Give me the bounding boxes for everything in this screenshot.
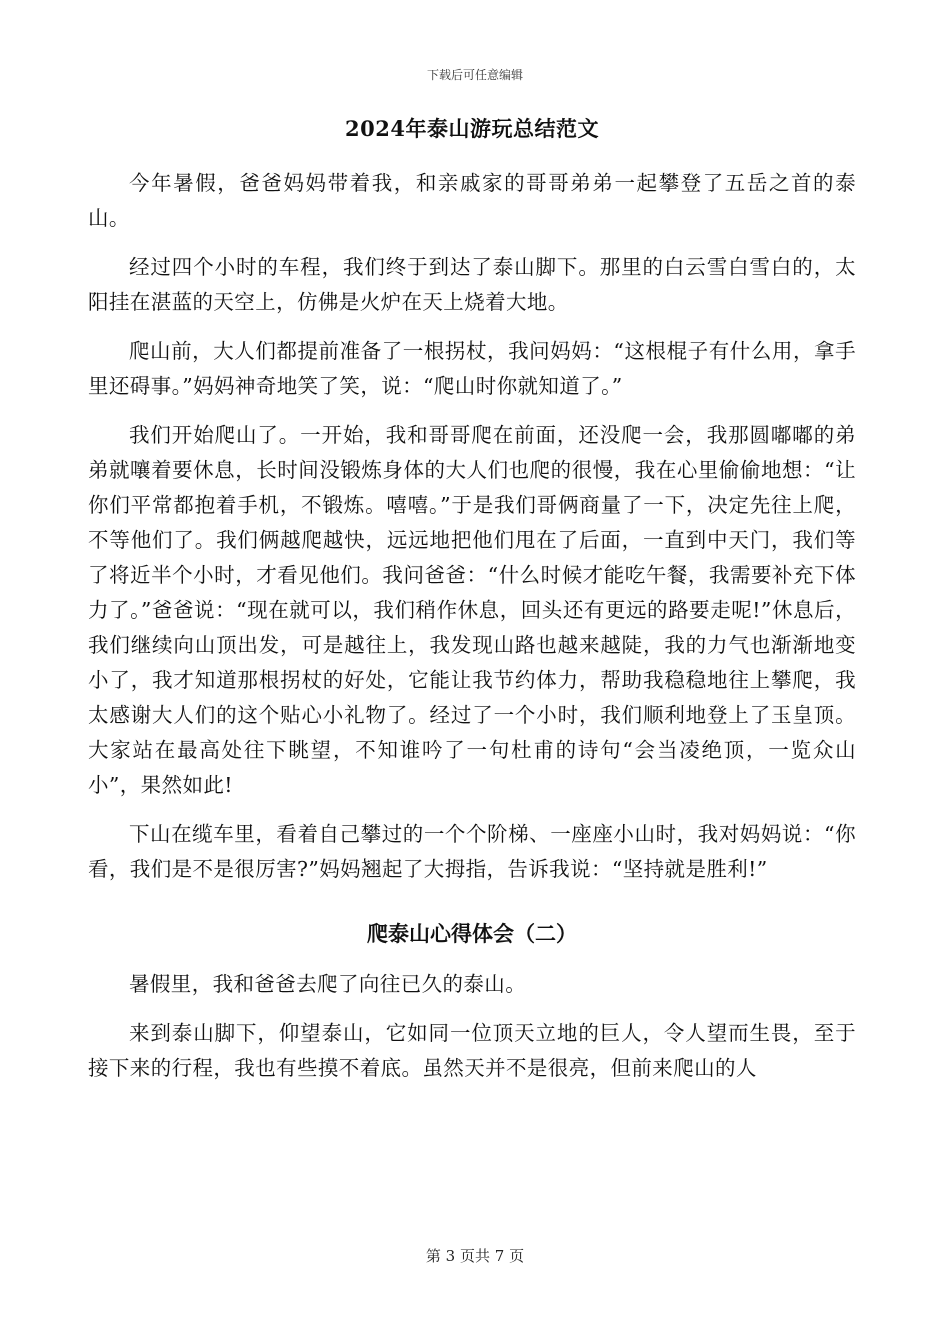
paragraph: 爬山前，大人们都提前准备了一根拐杖，我问妈妈：“这根棍子有什么用，拿手里还碍事。”妈妈神奇地笑了笑，说：“爬山时你就知道了。” <box>88 339 856 398</box>
document-title: 2024年泰山游玩总结范文 <box>345 116 599 141</box>
header-note: 下载后可任意编辑 <box>426 68 523 82</box>
section-title: 爬泰山心得体会（二） <box>367 921 577 946</box>
paragraph: 下山在缆车里，看着自己攀过的一个个阶梯、一座座小山时，我对妈妈说：“你看，我们是不是很厉害?”妈妈翘起了大拇指，告诉我说：“坚持就是胜利!” <box>88 822 856 881</box>
paragraph: 来到泰山脚下，仰望泰山，它如同一位顶天立地的巨人，令人望而生畏，至于接下来的行程，我也有些摸不着底。虽然天并不是很亮，但前来爬山的人 <box>88 1021 856 1080</box>
paragraph: 经过四个小时的车程，我们终于到达了泰山脚下。那里的白云雪白雪白的，太阳挂在湛蓝的天空上，仿佛是火炉在天上烧着大地。 <box>88 255 856 314</box>
paragraph: 今年暑假，爸爸妈妈带着我，和亲戚家的哥哥弟弟一起攀登了五岳之首的泰山。 <box>88 171 856 230</box>
paragraph: 我们开始爬山了。一开始，我和哥哥爬在前面，还没爬一会，我那圆嘟嘟的弟弟就嚷着要休息，长时间没锻炼身体的大人们也爬的很慢，我在心里偷偷地想：“让你们平常都抱着手机，不锻炼。嘻嘻。”于是我们哥俩商量了一下，决定先往上爬，不等他们了。我们俩越爬越快，远远地把他们甩在了后面，一直到中天门，我们等了将近半个小时，才看见他们。我问爸爸：“什么时候才能吃午餐，我需要补充下体力了。”爸爸说：“现在就可以，我们稍作休息，回头还有更远的路要走呢!”休息后，我们继续向山顶出发，可是越往上，我发现山路也越来越陡，我的力气也渐渐地变小了，我才知道那根拐杖的好处，它能让我节约体力，帮助我稳稳地往上攀爬，我太感谢大人们的这个贴心小礼物了。经过了一个小时，我们顺利地登上了玉皇顶。大家站在最高处往下眺望，不知谁吟了一句杜甫的诗句“会当凌绝顶，一览众山小”，果然如此! <box>88 423 856 797</box>
paragraph: 暑假里，我和爸爸去爬了向往已久的泰山。 <box>129 972 527 996</box>
page-footer: 第 3 页共 7 页 <box>425 1247 525 1265</box>
document-body <box>88 110 856 1100</box>
